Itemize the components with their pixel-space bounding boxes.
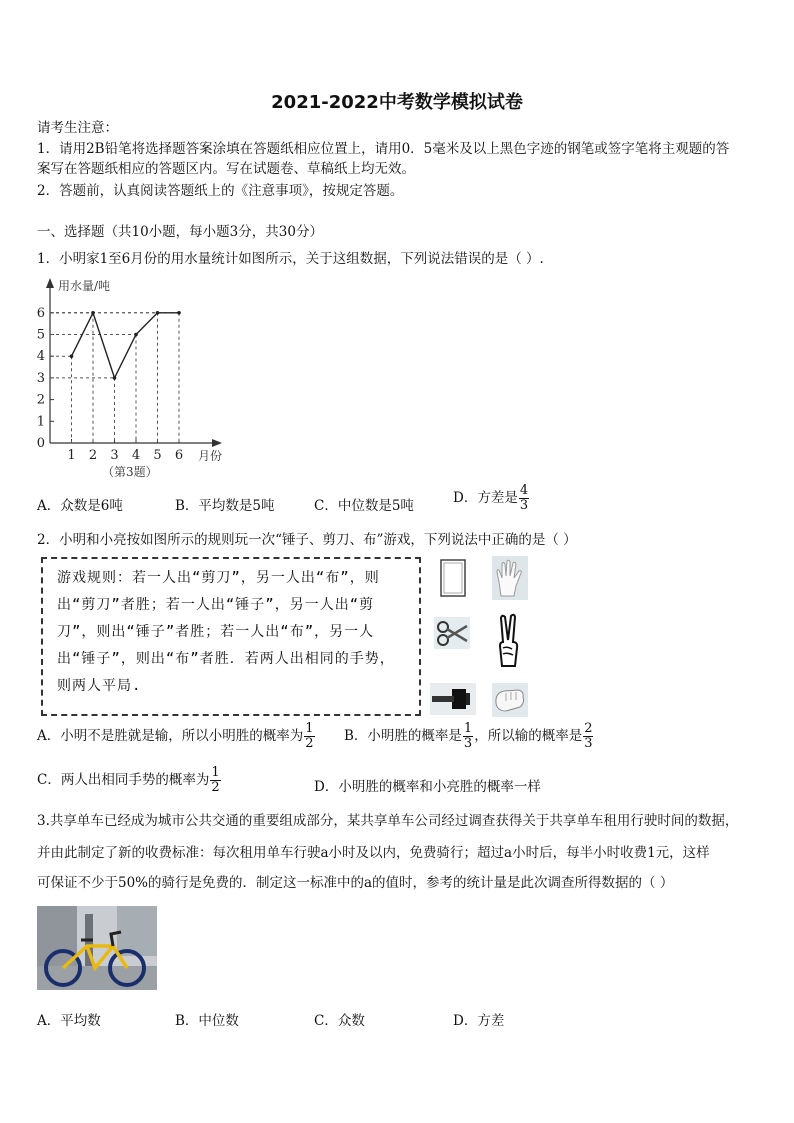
fraction-numerator: 1: [211, 765, 220, 780]
fraction-denominator: 2: [211, 780, 220, 795]
fist-icon: [492, 683, 528, 717]
chart-caption: （第3题）: [102, 465, 158, 479]
q3-line-3: 可保证不少于50%的骑行是免费的．制定这一标准中的a的值时，参考的统计量是此次调查所得数据的（ ）: [37, 875, 674, 891]
q1-option-d-prefix: D．方差是: [453, 490, 518, 506]
y-tick-label: 1: [36, 414, 45, 430]
fraction-denominator: 3: [584, 736, 593, 751]
q1-option-a: A．众数是6吨: [37, 498, 123, 514]
victory-hand-icon: [492, 612, 524, 670]
chart-axes: [37, 278, 222, 463]
y-tick-label: 2: [36, 392, 45, 408]
x-axis-arrow: [212, 439, 222, 447]
q2-option-c-prefix: C．两人出相同手势的概率为: [37, 772, 210, 788]
fraction-numerator: 1: [305, 721, 314, 736]
q2-stem: 2．小明和小亮按如图所示的规则玩一次“锤子、剪刀、布”游戏，下列说法中正确的是（ ）: [37, 532, 577, 548]
q1-option-d: [453, 484, 530, 513]
q3-option-d: D．方差: [453, 1013, 505, 1029]
q2-option-a-prefix: A．小明不是胜就是输，所以小明胜的概率为: [37, 728, 304, 744]
q2-option-b-prefix: B．小明胜的概率是: [344, 728, 462, 744]
fraction: [583, 722, 593, 751]
fraction-numerator: 2: [584, 721, 593, 736]
notice-line-1a: 1．请用2B铅笔将选择题答案涂填在答题纸相应位置上，请用0．5毫米及以上黑色字迹的钢笔或签字笔将主观题的答: [37, 141, 730, 157]
notice-line-2: 2．答题前，认真阅读答题纸上的《注意事项》，按规定答题。: [37, 183, 404, 199]
fraction: [463, 722, 473, 751]
scissors-icon: [434, 617, 470, 649]
q1-stem: 1．小明家1至6月份的用水量统计如图所示，关于这组数据，下列说法错误的是（ ）.: [37, 251, 544, 267]
data-point: [91, 311, 95, 315]
data-point: [156, 311, 160, 315]
y-axis-label: 用水量/吨: [58, 279, 111, 293]
section-heading: 一、选择题（共10小题，每小题3分，共30分）: [37, 224, 323, 240]
fraction: [304, 722, 314, 751]
y-tick-label: 0: [36, 436, 45, 451]
water-usage-chart: [34, 270, 234, 485]
fraction: [519, 484, 529, 513]
hammer-icon: [430, 683, 476, 715]
game-rules-text: 游戏规则：若一人出“剪刀”，另一人出“布”，则出“剪刀”者胜；若一人出“锤子”，另一人出“剪刀”，则出“锤子”者胜；若一人出“布”，另一人出“锤子”，则出“布”者胜．若两人出相同的手势，则两人平局.: [57, 570, 395, 694]
x-tick-label: 1: [67, 448, 76, 463]
q2-option-c: [37, 766, 222, 795]
fraction-numerator: 4: [519, 483, 529, 498]
x-tick-label: 2: [88, 448, 98, 463]
fraction-numerator: 1: [463, 721, 473, 736]
open-hand-icon: [492, 556, 528, 600]
y-tick-label: 5: [36, 327, 45, 343]
x-tick-label: 5: [153, 448, 162, 463]
y-tick-label: 4: [36, 349, 45, 365]
fraction-denominator: 3: [463, 736, 473, 751]
q2-option-b-middle: ，所以输的概率是: [474, 728, 583, 744]
q3-option-c: C．众数: [314, 1013, 365, 1029]
q2-option-a: [37, 722, 316, 751]
data-point: [177, 311, 181, 315]
data-point: [134, 333, 138, 337]
paper-icon: [438, 557, 468, 599]
page-title: 2021-2022中考数学模拟试卷: [271, 92, 523, 113]
notice-heading: 请考生注意：: [37, 120, 118, 136]
x-tick-label: 4: [131, 448, 141, 463]
fraction: [210, 766, 220, 795]
y-axis-arrow: [46, 278, 54, 288]
q3-line-2: 并由此制定了新的收费标准：每次租用单车行驶a小时及以内，免费骑行；超过a小时后，每半小时收费1元，这样: [37, 845, 710, 861]
data-point: [113, 376, 117, 380]
fraction-denominator: 2: [305, 736, 314, 751]
y-tick-label: 6: [36, 305, 45, 321]
q3-option-a: A．平均数: [37, 1013, 101, 1029]
x-axis-label: 月份: [198, 449, 223, 463]
q3-option-b: B．中位数: [175, 1013, 239, 1029]
q1-option-b: B．平均数是5吨: [175, 498, 275, 514]
notice-line-1b: 案写在答题纸相应的答题区内。写在试题卷、草稿纸上均无效。: [37, 161, 415, 177]
q1-option-c: C．中位数是5吨: [314, 498, 414, 514]
series-line: [72, 313, 180, 378]
x-tick-label: 6: [174, 448, 184, 463]
data-point: [70, 354, 74, 358]
q2-option-b: [344, 722, 594, 751]
game-rules-box: [41, 557, 421, 716]
shared-bike-photo: [37, 906, 157, 990]
x-tick-label: 3: [110, 448, 119, 463]
y-tick-label: 3: [36, 370, 45, 386]
q3-line-1: 3.共享单车已经成为城市公共交通的重要组成部分，某共享单车公司经过调查获得关于共享单车租用行驶时间的数据，: [37, 813, 739, 829]
q2-option-d: D．小明胜的概率和小亮胜的概率一样: [314, 779, 541, 795]
fraction-denominator: 3: [519, 498, 529, 513]
